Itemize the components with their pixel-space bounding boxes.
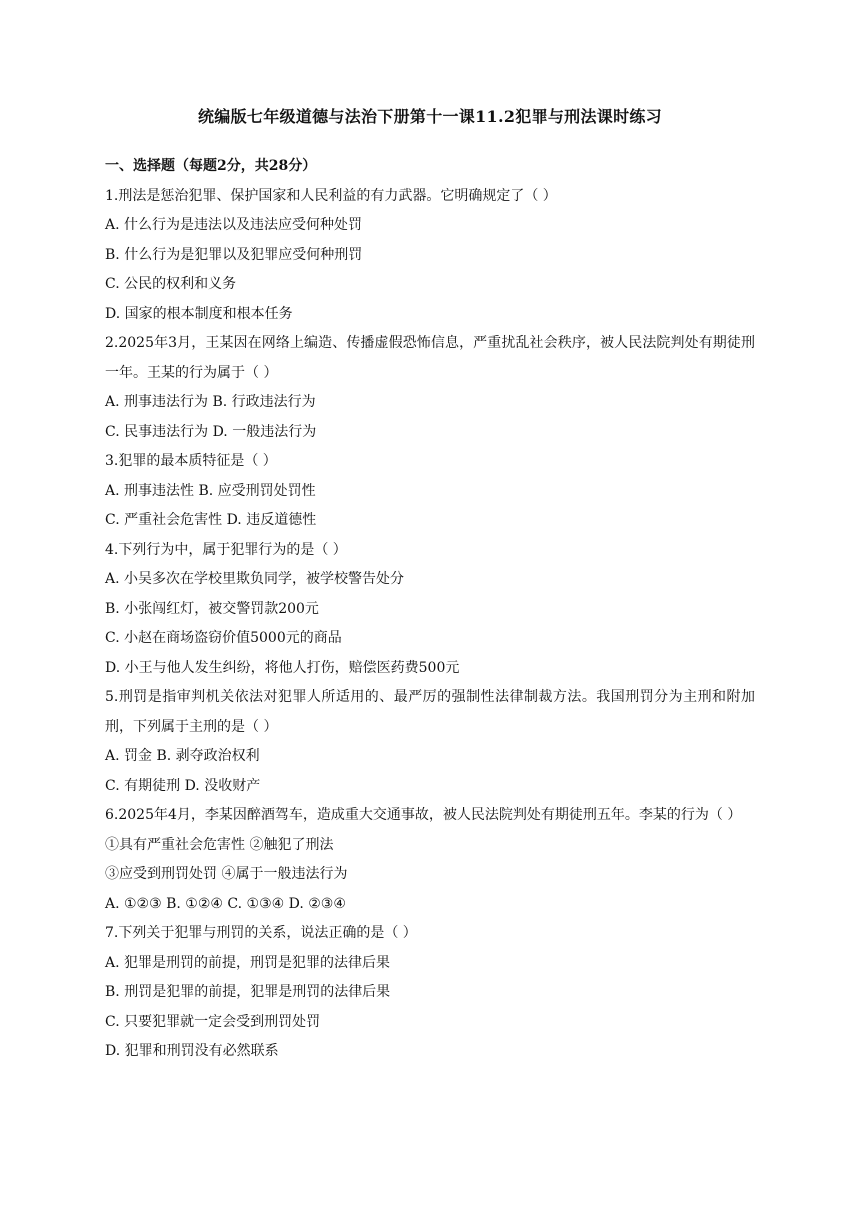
question-1-option-b: B. 什么行为是犯罪以及犯罪应受何种刑罚 (105, 246, 363, 263)
question-1-option-d: D. 国家的根本制度和根本任务 (105, 305, 293, 322)
question-7-option-b: B. 刑罚是犯罪的前提，犯罪是刑罚的法律后果 (105, 984, 391, 1000)
document-title: 统编版七年级道德与法治下册第十一课11.2犯罪与刑法课时练习 (198, 107, 662, 126)
question-7-option-c: C. 只要犯罪就一定会受到刑罚处罚 (105, 1013, 321, 1030)
question-3-stem: 3.犯罪的最本质特征是（ ） (105, 453, 277, 469)
question-5-stem: 5.刑罚是指审判机关依法对犯罪人所适用的、最严厉的强制性法律制裁方法。我国刑罚分为主刑和附加刑，下列属于主刑的是（ ） (105, 689, 755, 735)
question-7-option-d: D. 犯罪和刑罚没有必然联系 (105, 1043, 279, 1059)
question-5-options-cd: C. 有期徒刑 D. 没收财产 (105, 777, 261, 794)
question-6-stem: 6.2025年4月，李某因醉酒驾车，造成重大交通事故，被人民法院判处有期徒刑五年。李某的行为（ ） (105, 807, 742, 823)
section-heading: 一、选择题（每题2分，共28分） (105, 158, 317, 174)
question-4-stem: 4.下列行为中，属于犯罪行为的是（ ） (105, 541, 347, 558)
question-3-options-ab: A. 刑事违法性 B. 应受刑罚处罚性 (105, 482, 316, 499)
question-5-options-ab: A. 罚金 B. 剥夺政治权利 (105, 748, 260, 764)
question-1-option-c: C. 公民的权利和义务 (105, 276, 237, 292)
question-6-statements-2: ③应受到刑罚处罚 ④属于一般违法行为 (105, 866, 348, 882)
question-6-options: A. ①②③ B. ①②④ C. ①③④ D. ②③④ (105, 895, 346, 912)
question-4-option-b: B. 小张闯红灯，被交警罚款200元 (105, 600, 319, 617)
question-1-option-a: A. 什么行为是违法以及违法应受何种处罚 (105, 217, 363, 233)
question-2-stem: 2.2025年3月，王某因在网络上编造、传播虚假恐怖信息，严重扰乱社会秩序，被人民法院判处有期徒刑一年。王某的行为属于（ ） (105, 335, 755, 381)
question-4-option-c: C. 小赵在商场盗窃价值5000元的商品 (105, 630, 342, 646)
question-4-option-a: A. 小吴多次在学校里欺负同学，被学校警告处分 (105, 571, 405, 587)
question-3-options-cd: C. 严重社会危害性 D. 违反道德性 (105, 512, 317, 528)
question-1-stem: 1.刑法是惩治犯罪、保护国家和人民利益的有力武器。它明确规定了（ ） (105, 187, 557, 204)
question-7-option-a: A. 犯罪是刑罚的前提，刑罚是犯罪的法律后果 (105, 954, 391, 971)
document-body (105, 152, 755, 1067)
question-2-options-cd: C. 民事违法行为 D. 一般违法行为 (105, 423, 317, 440)
question-4-option-d: D. 小王与他人发生纠纷，将他人打伤，赔偿医药费500元 (105, 659, 460, 676)
question-6-statements-1: ①具有严重社会危害性 ②触犯了刑法 (105, 836, 334, 853)
question-7-stem: 7.下列关于犯罪与刑罚的关系，说法正确的是（ ） (105, 925, 417, 941)
question-2-options-ab: A. 刑事违法行为 B. 行政违法行为 (105, 394, 316, 410)
